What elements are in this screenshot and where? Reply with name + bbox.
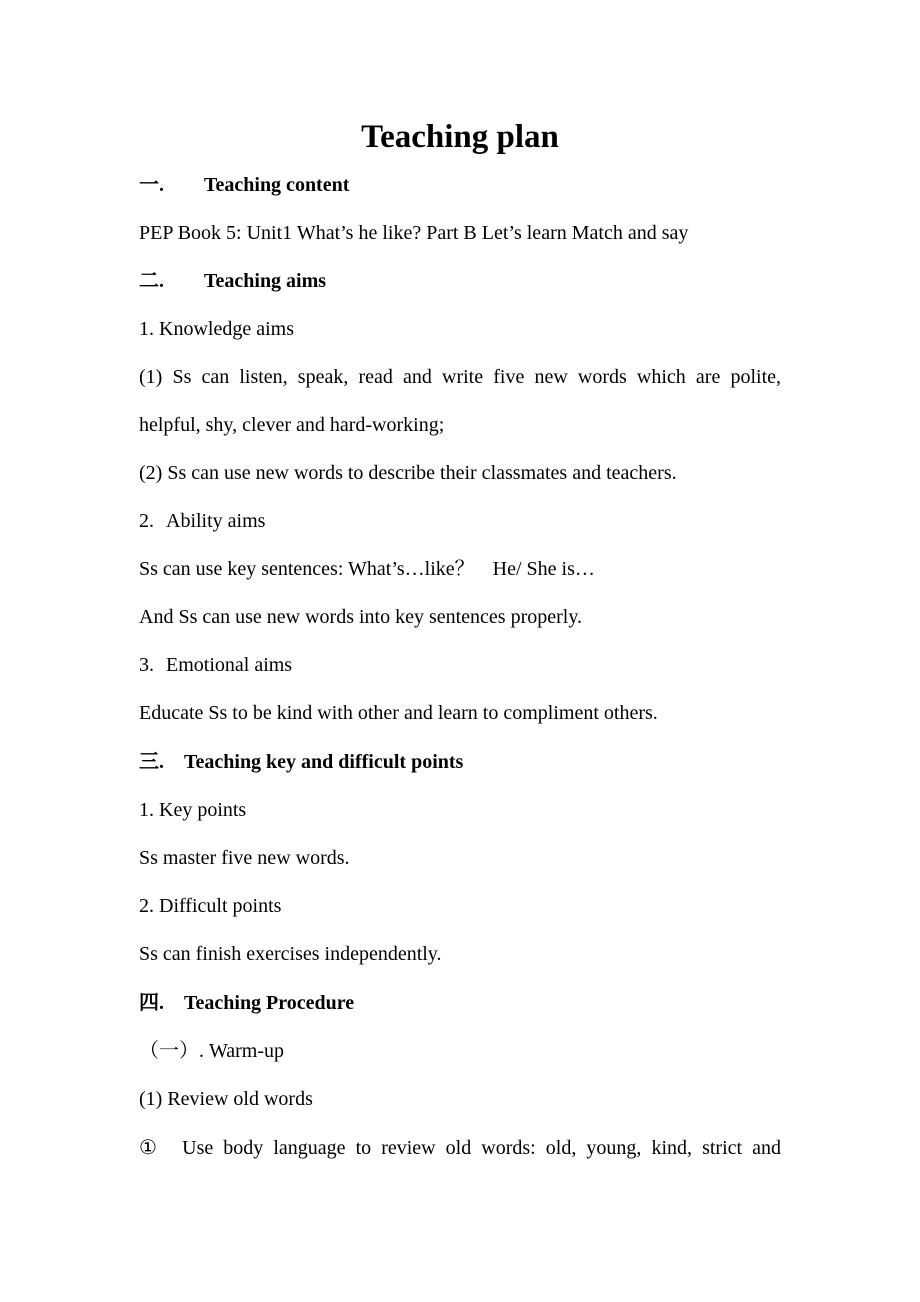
warm-up-heading: （一）. Warm-up — [139, 1040, 285, 1062]
ability-aims-label: Ability aims — [166, 510, 266, 532]
knowledge-aim-2: (2) Ss can use new words to describe their classmates and teachers. — [139, 462, 677, 484]
key-sentence-answer: He/ She is… — [492, 558, 595, 580]
section-number: 一. — [139, 174, 164, 196]
emotional-aims-number: 3. — [139, 654, 154, 676]
section-title: Teaching Procedure — [184, 992, 355, 1014]
page-title: Teaching plan — [361, 119, 559, 155]
section-title: Teaching aims — [204, 270, 327, 292]
section-title: Teaching content — [204, 174, 350, 196]
emotional-aims-label: Emotional aims — [166, 654, 293, 676]
procedure-step-1 — [139, 1133, 781, 1163]
difficult-points-heading: 2. Difficult points — [139, 895, 282, 917]
review-old-words-heading: (1) Review old words — [139, 1088, 313, 1110]
emotional-aims-heading — [139, 650, 292, 680]
ability-aims-number: 2. — [139, 510, 154, 532]
emotional-aims-text: Educate Ss to be kind with other and learn to compliment others. — [139, 702, 658, 724]
step-text: Use body language to review old words: old, young, kind, strict and — [182, 1137, 782, 1159]
ability-aims-line-1 — [139, 554, 595, 584]
key-points-text: Ss master five new words. — [139, 847, 350, 869]
knowledge-aim-1-line-2: helpful, shy, clever and hard-working; — [139, 414, 445, 436]
knowledge-aims-heading: 1. Knowledge aims — [139, 318, 294, 340]
section-number: 二. — [139, 270, 164, 292]
section-heading-teaching-content — [139, 170, 349, 200]
section-heading-key-difficult-points — [139, 747, 463, 777]
ability-aims-line-2: And Ss can use new words into key sentences properly. — [139, 606, 583, 628]
knowledge-aim-1-line-1: (1) Ss can listen, speak, read and write five new words which are polite, — [139, 366, 781, 388]
difficult-points-text: Ss can finish exercises independently. — [139, 943, 442, 965]
section-number: 三. — [139, 751, 164, 773]
section-heading-teaching-aims — [139, 266, 326, 296]
teaching-content-text: PEP Book 5: Unit1 What’s he like? Part B Let’s learn Match and say — [139, 222, 689, 244]
section-title: Teaching key and difficult points — [184, 751, 464, 773]
ability-aims-heading — [139, 506, 265, 536]
key-sentence-question: Ss can use key sentences: What’s…like？ — [139, 558, 475, 580]
section-number: 四. — [139, 992, 164, 1014]
section-heading-teaching-procedure — [139, 988, 354, 1018]
key-points-heading: 1. Key points — [139, 799, 247, 821]
step-marker: ① — [139, 1137, 162, 1159]
